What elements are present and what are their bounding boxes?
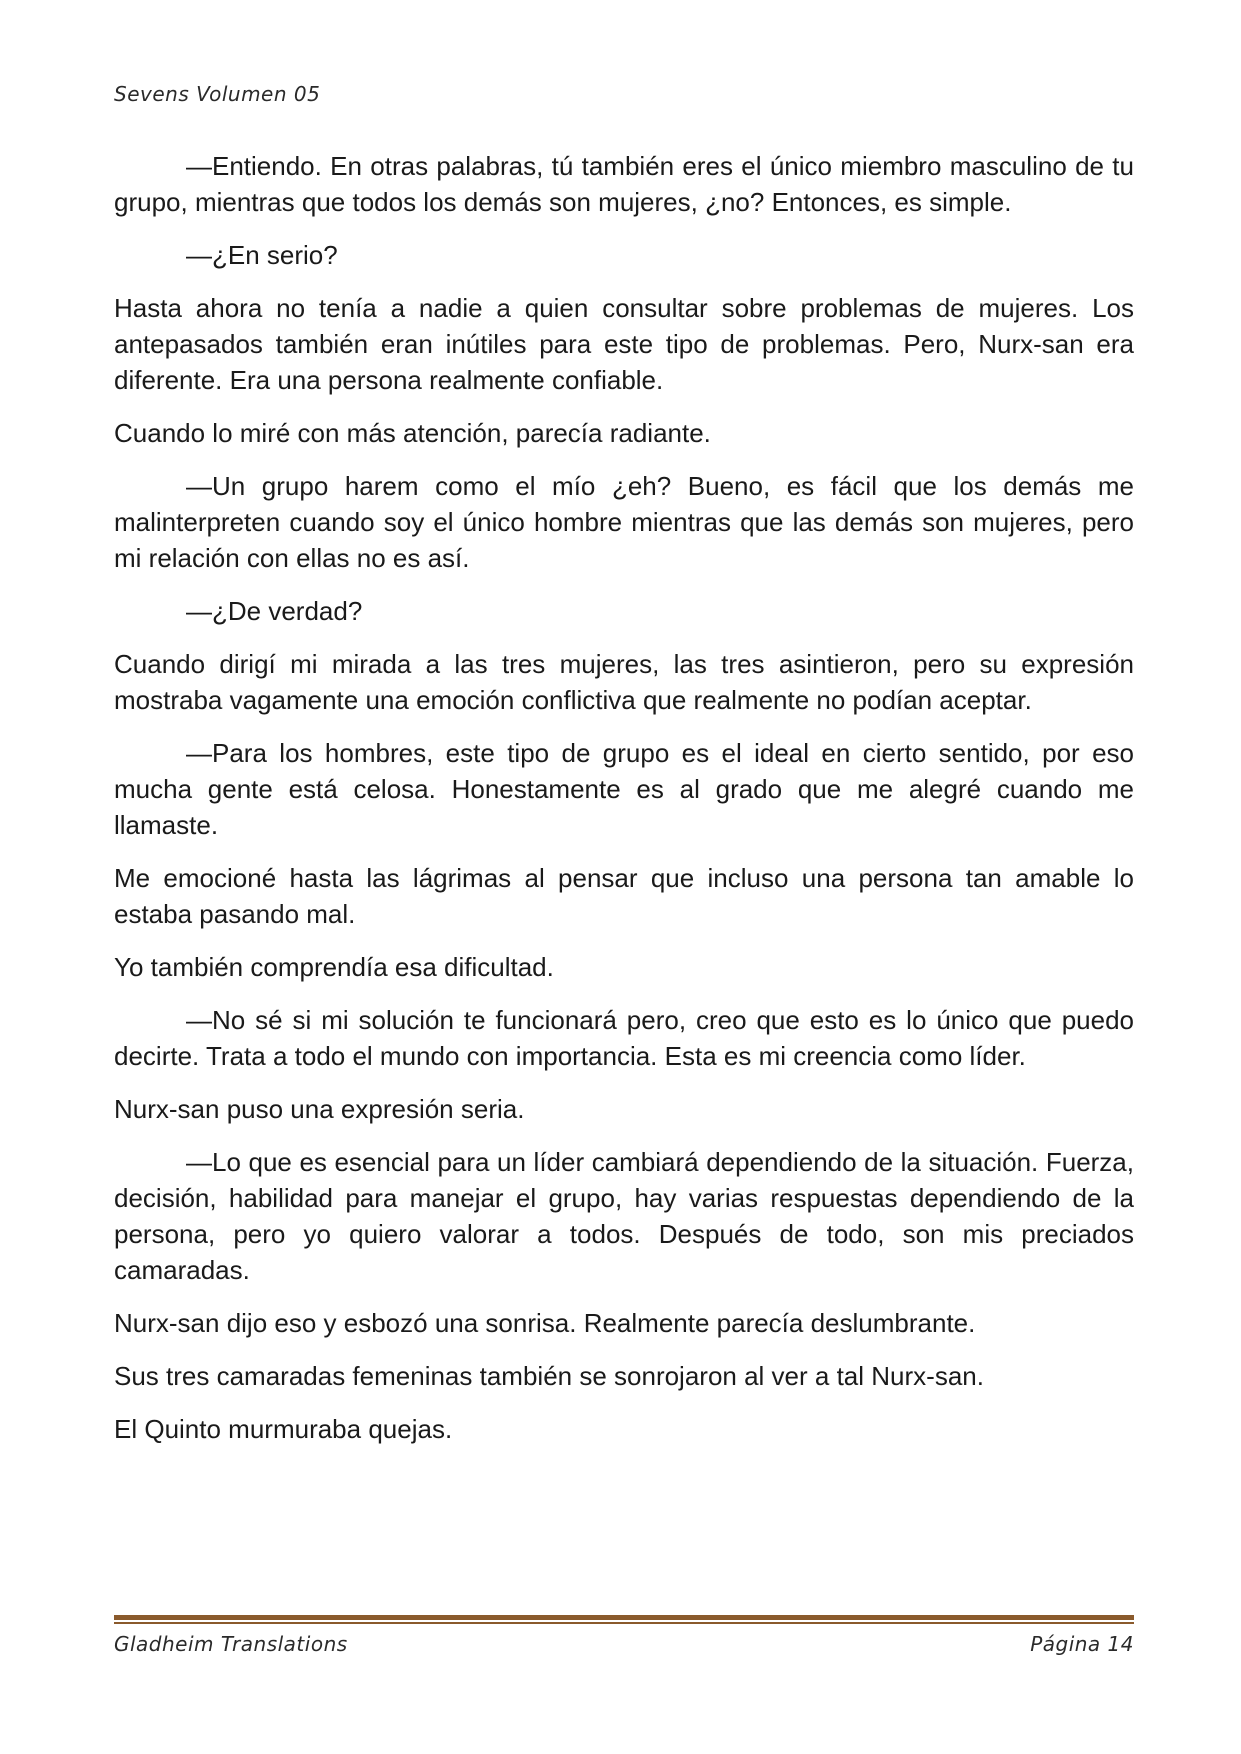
footer-publisher: Gladheim Translations <box>114 1632 348 1656</box>
paragraph: —¿De verdad? <box>186 596 363 626</box>
document-body <box>114 148 1134 1464</box>
paragraph: —Entiendo. En otras palabras, tú también eres el único miembro masculino de tu grupo, mientras que todos los demás son mujeres, ¿no? Entonces, es simple. <box>114 151 1134 217</box>
paragraph: Yo también comprendía esa dificultad. <box>114 952 554 982</box>
paragraph: —¿En serio? <box>186 240 338 270</box>
paragraph: —Un grupo harem como el mío ¿eh? Bueno, es fácil que los demás me malinterpreten cuando soy el único hombre mientras que las demás son mujeres, pero mi relación con ellas no es así. <box>114 471 1134 573</box>
paragraph: Cuando lo miré con más atención, parecía radiante. <box>114 418 711 448</box>
paragraph: Nurx-san puso una expresión seria. <box>114 1094 525 1124</box>
paragraph: Me emocioné hasta las lágrimas al pensar que incluso una persona tan amable lo estaba pasando mal. <box>114 863 1134 929</box>
paragraph: —Para los hombres, este tipo de grupo es el ideal en cierto sentido, por eso mucha gente está celosa. Honestamente es al grado que me alegré cuando me llamaste. <box>114 738 1134 840</box>
paragraph: —Lo que es esencial para un líder cambiará dependiendo de la situación. Fuerza, decisión, habilidad para manejar el grupo, hay varias respuestas dependiendo de la persona, pero yo quiero valorar a todos. Después de todo, son mis preciados camaradas. <box>114 1147 1134 1285</box>
footer-divider-thin-line <box>114 1622 1134 1624</box>
paragraph: Cuando dirigí mi mirada a las tres mujeres, las tres asintieron, pero su expresión mostraba vagamente una emoción conflictiva que realmente no podían aceptar. <box>114 649 1134 715</box>
paragraph: —No sé si mi solución te funcionará pero, creo que esto es lo único que puedo decirte. Trata a todo el mundo con importancia. Esta es mi creencia como líder. <box>114 1005 1134 1071</box>
paragraph: Nurx-san dijo eso y esbozó una sonrisa. Realmente parecía deslumbrante. <box>114 1308 976 1338</box>
paragraph: El Quinto murmuraba quejas. <box>114 1414 453 1444</box>
page-header-title: Sevens Volumen 05 <box>114 82 321 106</box>
footer-page-number: Página 14 <box>1030 1632 1134 1656</box>
footer-divider-thick-line <box>114 1615 1134 1620</box>
paragraph: Sus tres camaradas femeninas también se sonrojaron al ver a tal Nurx-san. <box>114 1361 984 1391</box>
paragraph: Hasta ahora no tenía a nadie a quien consultar sobre problemas de mujeres. Los antepasados también eran inútiles para este tipo de problemas. Pero, Nurx-san era diferente. Era una persona realmente confiable. <box>114 293 1134 395</box>
footer-divider <box>114 1615 1134 1624</box>
